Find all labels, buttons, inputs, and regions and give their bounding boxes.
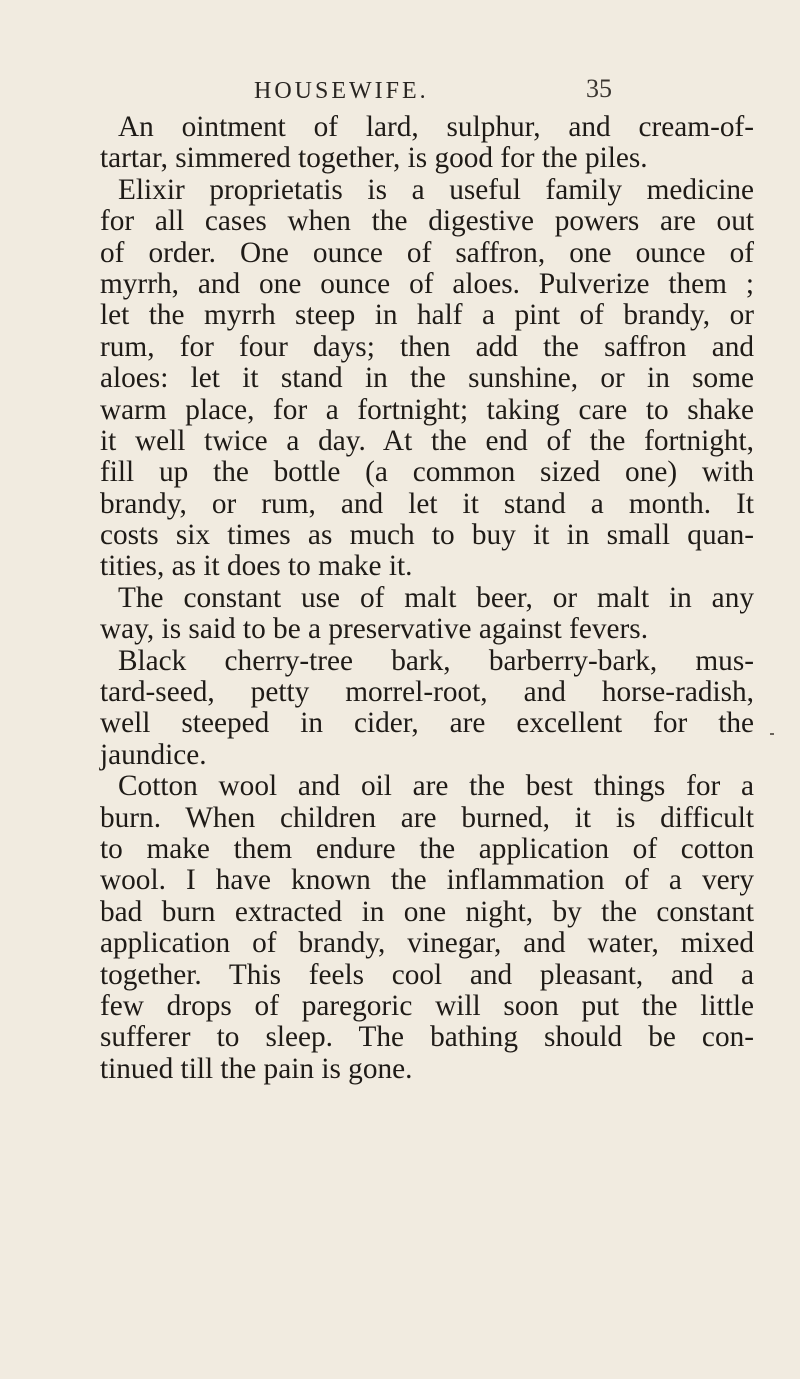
- text-line: tard-seed, petty morrel-root, and horse-radish,: [100, 677, 754, 709]
- text-line: jaundice.: [100, 738, 207, 771]
- margin-mark: [770, 733, 774, 735]
- text-line: tities, as it does to make it.: [100, 550, 413, 583]
- text-line: An ointment of lard, sulphur, and cream-of-: [118, 112, 754, 143]
- running-head: HOUSEWIFE.: [254, 78, 429, 104]
- text-line: Elixir proprietatis is a useful family medicine: [118, 174, 754, 206]
- text-line: The constant use of malt beer, or malt in any: [118, 582, 754, 614]
- text-line: fill up the bottle (a common sized one) with: [100, 457, 754, 489]
- text-line: rum, for four days; then add the saffron and: [100, 331, 754, 363]
- text-line: to make them endure the application of cotton: [100, 833, 754, 865]
- text-line: it well twice a day. At the end of the fortnight,: [100, 425, 754, 457]
- text-line: of order. One ounce of saffron, one ounce of: [100, 237, 754, 269]
- page-header: [100, 74, 760, 114]
- text-line: bad burn extracted in one night, by the constant: [100, 896, 754, 928]
- text-line: tinued till the pain is gone.: [100, 1052, 413, 1085]
- text-line: Black cherry-tree bark, barberry-bark, mus-: [118, 645, 754, 677]
- text-line: wool. I have known the inflammation of a very: [100, 865, 754, 897]
- text-line: application of brandy, vinegar, and water, mixed: [100, 928, 754, 960]
- text-line: way, is said to be a preservative against fevers.: [100, 613, 649, 646]
- body-text: [100, 112, 754, 1085]
- text-line: warm place, for a fortnight; taking care to shake: [100, 394, 754, 426]
- text-line: brandy, or rum, and let it stand a month. It: [100, 488, 754, 520]
- text-line: let the myrrh steep in half a pint of brandy, or: [100, 300, 754, 332]
- text-line: Cotton wool and oil are the best things for a: [118, 771, 754, 803]
- text-line: for all cases when the digestive powers are out: [100, 206, 754, 238]
- text-line: aloes: let it stand in the sunshine, or in some: [100, 363, 754, 395]
- text-line: myrrh, and one ounce of aloes. Pulverize them ;: [100, 268, 754, 300]
- text-line: costs six times as much to buy it in small quan-: [100, 520, 754, 552]
- text-line: well steeped in cider, are excellent for the: [100, 708, 754, 740]
- text-line: tartar, simmered together, is good for the piles.: [100, 142, 648, 175]
- text-line: burn. When children are burned, it is difficult: [100, 802, 754, 834]
- page-number: 35: [586, 74, 612, 103]
- text-line: few drops of paregoric will soon put the little: [100, 990, 754, 1022]
- text-line: sufferer to sleep. The bathing should be con-: [100, 1022, 754, 1054]
- text-line: together. This feels cool and pleasant, and a: [100, 959, 754, 991]
